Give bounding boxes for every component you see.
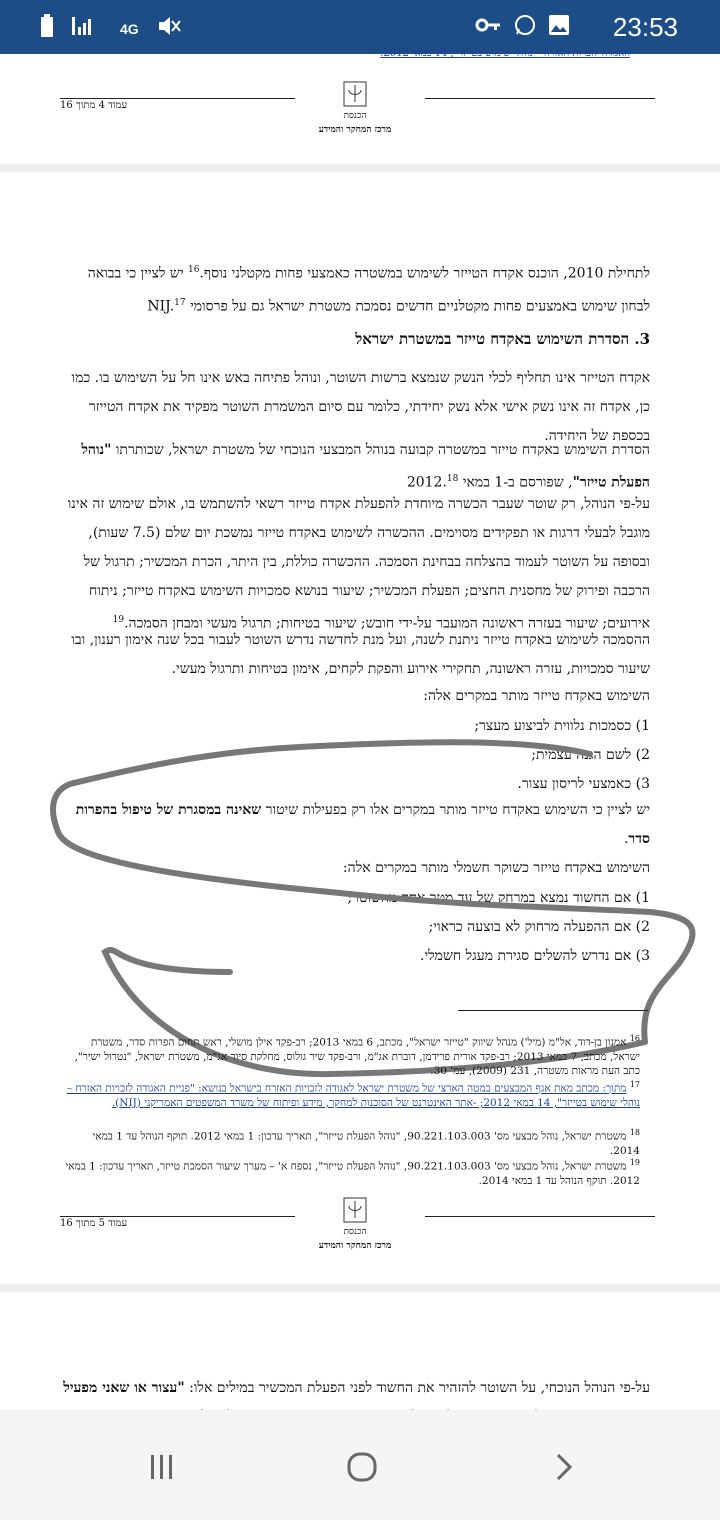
list-item: 2) לשם הגנה עצמית;: [531, 747, 650, 763]
chevron-right-icon: [554, 1452, 574, 1482]
section-heading: 3. הסדרת השימוש באקדח טייזר במשטרת ישראל: [355, 330, 650, 348]
document-page-4-footer: [0, 48, 720, 164]
footnote-19: $^{19}$ משטרת ישראל, נוהל מבצעי מס' 90.221.103.003, "נוהל הפעלת טייזר", נספח א' – מערך שיעור הסמכת טייזר, תאריך עדכון: 1 במאי 2012. תוקף הנוהל עד 1 במאי 2014.: [65, 1158, 640, 1187]
paragraph-allowed-cases: השימוש באקדח טייזר מותר במקרים אלה:: [423, 688, 650, 704]
page-number: עמוד 5 מתוך 16: [60, 1218, 128, 1229]
footnote-16: $^{16}$ אמנון בן-דוד, אל"מ (מיל') מנהל שיווק "טייזר ישראל", מכתב, 6 במאי 2013; רב-פקד אילן מושלי, ראש תחום הפרות סדר, משטרת ישראל, מכתב, 7 במאי 2013; רב-פקד אורית פרידמן, דוברת אג"מ, ורב-פקד שיר גולוס, מחלקת סיור אג"מ, משטרת ישראל, "נטרול ישיר", כתב העת מראות משטרה, 231 (2009), עמ' 30.: [74, 1034, 640, 1077]
back-button[interactable]: [534, 1442, 594, 1492]
paragraph-not-replacement: אקדח הטייזר אינו תחליף לכלי הנשק שנמצא ברשות השוטר, ונוהל פתיחה באש אינו חל על השימוש בו. כמו כן, אקדח זה אינו נשק אישי אלא נשק יחידתי, כלומר עם סיום המשמרת השוטר מפקיד את אקדח הטייזר בכספת של היחידה.: [71, 370, 650, 444]
battery-icon: [40, 14, 54, 44]
list-item: 1) כסמכות נלווית לביצוע מעצר;: [474, 718, 650, 734]
paragraph-certification: ההסמכה לשימוש באקדח טייזר ניתנת לשנה, ועל מנת לחדשה נדרש השוטר לעבור בכל שנה אימון רענון, ובו שיעור סמכויות, עזרה ראשונה, תחקירי אירוע והפקת לקחים, אימון בטיחות ותרגול מעשי.: [71, 632, 650, 677]
list-item: 3) כאמצעי לריסון עצור.: [517, 776, 650, 792]
paragraph-warning: על-פי הנוהל הנוכחי, על השוטר להזהיר את החשוד לפני הפעלת המכשיר במילים אלו: "עצור או שאני מפעיל: [63, 1380, 650, 1396]
status-bar: [0, 0, 720, 54]
gallery-icon: [548, 14, 570, 42]
footer-rule-right: [425, 98, 655, 99]
status-right-icons: [476, 14, 570, 42]
hand-drawn-circle-annotation: [0, 172, 720, 1284]
paragraph-stun-cases: השימוש באקדח טייזר כשוקר חשמלי מותר במקרים אלה:: [342, 860, 650, 876]
clock: 23:53: [612, 12, 678, 42]
knesset-emblem-icon: [344, 1198, 366, 1222]
document-page-6: [0, 1292, 720, 1410]
signal-icon: [72, 15, 102, 43]
mute-icon: [157, 15, 181, 43]
knesset-emblem-icon: [344, 82, 366, 106]
list-item: 2) אם ההפעלה מרחוק לא בוצעה כראוי;: [428, 919, 650, 935]
navigation-bar: [0, 1410, 720, 1520]
knesset-label: הכנסת: [343, 111, 367, 121]
research-center-label: מרכז המחקר והמידע: [318, 125, 392, 135]
list-item: 1) אם החשוד נמצא במרחק של עד מטר אחד מהשוטר;: [347, 890, 650, 906]
document-page-5: [0, 172, 720, 1284]
status-left-icons: [40, 14, 181, 44]
whatsapp-icon: [514, 14, 536, 42]
home-icon: [346, 1451, 378, 1483]
footnotes-divider: [458, 1010, 648, 1011]
footer-rule-left: [60, 98, 295, 99]
footnote-17: $^{17}$ מתוך: מכתב מאת אגף המבצעים במטה הארצי של משטרת ישראל לאגודה לזכויות האזרח בישראל בנושא: "פניית האגודה לזכויות האזרח – נוהלי שימוש בטייזר", 14 במאי 2012; -אתר האינטרנט של הסוכנות למחקר, מידע ופיתוח של משרד המשפטים האמריקני (NIJ).: [66, 1080, 640, 1109]
recent-apps-button[interactable]: [132, 1442, 192, 1492]
paragraph-intro: לתחילת 2010, הוכנס אקדח הטייזר לשימוש במשטרה כאמצעי פחות מקטלני נוסף.$^{16}$ יש לציין כי בבואה לבחון שימוש באמצעים פחות מקטלניים חדשים נסמכת משטרת ישראל גם על פרסומי NIJ.$^{17}$: [87, 265, 650, 315]
home-button[interactable]: [332, 1442, 392, 1492]
paragraph-regulation: הסדרת השימוש באקדח טייזר במשטרה קבועה בנוהל המבצעי הנוכחי של משטרת ישראל, שכותרתו "נוהל הפעלת טייזר", שפורסם ב-1 במאי 2012.18: [81, 442, 650, 491]
knesset-label: הכנסת: [343, 1227, 367, 1237]
key-icon: [476, 15, 502, 41]
footnote-18: $^{18}$ משטרת ישראל, נוהל מבצעי מס' 90.221.103.003, "נוהל הפעלת טייזר", תאריך עדכון: 1 במאי 2012. תוקף הנוהל עד 1 במאי 2014.: [92, 1128, 640, 1157]
paragraph-training: על-פי הנוהל, רק שוטר שעבר הכשרה מיוחדת להפעלת אקדח טייזר רשאי להשתמש בו, אולם שימוש זה אינו מוגבל לבעלי דרגות או תפקידים מסוימים. ההכשרה לשימוש באקדח טייזר נמשכת יום שלם (7.5 שעות), ובסופה על השוטר לעמוד בהצלחה בבחינת הסמכה. ההכשרה כוללת, בין היתר, הכרת המכשיר; תרגול של הרכבה ופירוק של מחסנית החצים; הפעלת המכשיר; שיעור בנושא סמכויות השימוש באקדח טייזר; ניתוח אירועים; שיעור בעזרה ראשונה המועבר על-ידי חובש; שיעור בטיחות; תרגול מעשי ומבחן הסמכה.$^{19}$: [67, 496, 650, 632]
list-item: 3) אם נדרש להשלים סגירת מעגל חשמלי.: [420, 948, 650, 964]
recent-apps-icon: [147, 1453, 177, 1481]
network-type-label: 4G: [120, 21, 139, 37]
research-center-label: מרכז המחקר והמידע: [318, 1241, 392, 1251]
paragraph-note-riots: יש לציין כי השימוש באקדח טייזר מותר במקרים אלו רק בפעילות שיטור שאינה במסגרת של טיפול בהפרות סדר.: [75, 802, 650, 847]
footer-rule-left: [60, 1216, 295, 1217]
page-number: עמוד 4 מתוך 16: [60, 100, 128, 111]
footnote-link-tail[interactable]: האגודה לזכויות האזרח – נוהלי שימוש בטייזר", 14 במאי 2012.: [380, 48, 630, 59]
footer-rule-right: [425, 1216, 655, 1217]
